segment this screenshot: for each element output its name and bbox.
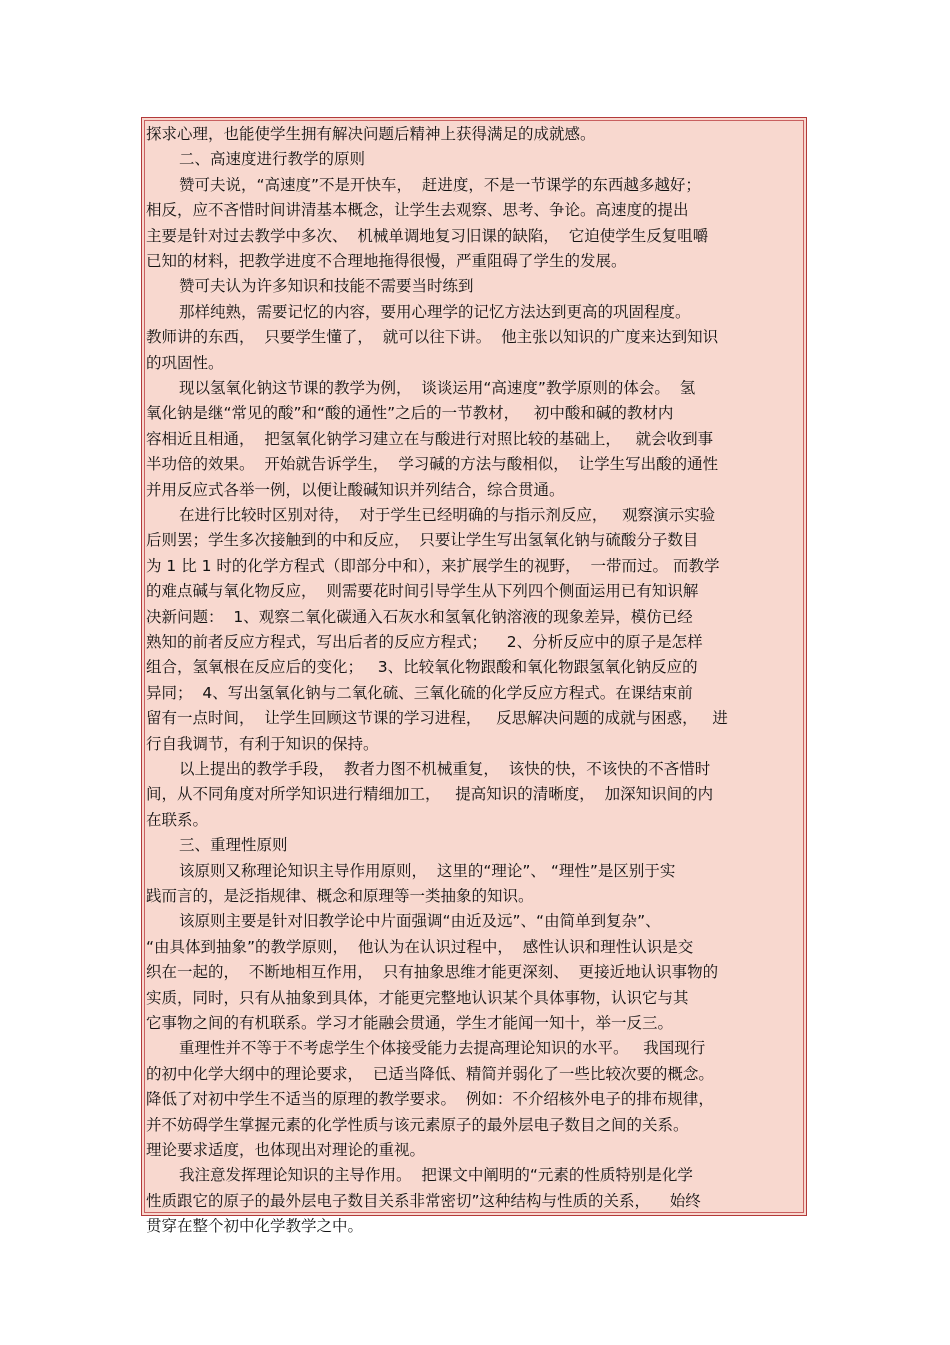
text-line: 它事物之间的有机联系。学习才能融会贯通，学生才能闻一知十，举一反三。 [146, 1014, 674, 1032]
text-line: 赞可夫说，“高速度”不是开快车， 赶进度，不是一节课学的东西越多越好； [179, 175, 701, 194]
text-line: 该原则又称理论知识主导作用原则， 这里的“理论”、 “理性”是区别于实 [179, 861, 676, 880]
text-line: 相反，应不吝惜时间讲清基本概念，让学生去观察、思考、争论。高速度的提出 [146, 201, 689, 220]
text-line: 赞可夫认为许多知识和技能不需要当时练到 [179, 277, 474, 296]
text-line: 的巩固性。 [146, 353, 224, 372]
text-line: 以上提出的教学手段， 教者力图不机械重复， 该快的快，不该快的不吝惜时 [179, 760, 711, 778]
text-line: 容相近且相通， 把氢氧化钠学习建立在与酸进行对照比较的基础上， 就会收到事 [146, 429, 714, 448]
text-line: 间，从不同角度对所学知识进行精细加工， 提高知识的清晰度， 加深知识间的内 [146, 785, 714, 804]
text-line: 半功倍的效果。 开始就告诉学生， 学习碱的方法与酸相似， 让学生写出酸的通性 [146, 455, 719, 474]
text-line: 性质跟它的原子的最外层电子数目关系非常密切”这种结构与性质的关系， 始终 [146, 1191, 701, 1210]
text-line: 该原则主要是针对旧教学论中片面强调“由近及远”、“由简单到复杂”、 [179, 912, 661, 931]
text-line: 重理性并不等于不考虑学生个体接受能力去提高理论知识的水平。 我国现行 [179, 1039, 706, 1058]
text-line: 探求心理，也能使学生拥有解决问题后精神上获得满足的成就感。 [146, 125, 596, 143]
text-line: 的难点碱与氧化物反应， 则需要花时间引导学生从下列四个侧面运用已有知识解 [146, 582, 699, 601]
text-line: 并不妨碍学生掌握元素的化学性质与该元素原子的最外层电子数目之间的关系。 [146, 1115, 689, 1134]
text-line: 教师讲的东西， 只要学生懂了， 就可以往下讲。 他主张以知识的广度来达到知识 [146, 328, 719, 347]
text-line: 留有一点时间， 让学生回顾这节课的学习进程， 反思解决问题的成就与困惑， 进 [146, 709, 728, 728]
text-line: 三、重理性原则 [179, 836, 288, 855]
text-line: 为 1 比 1 时的化学方程式（即部分中和），来扩展学生的视野， 一带而过。 而教学 [146, 556, 720, 575]
text-line: 理论要求适度，也体现出对理论的重视。 [146, 1141, 426, 1159]
text-line: 已知的材料，把教学进度不合理地拖得很慢，严重阻碍了学生的发展。 [146, 252, 627, 270]
text-line: 在进行比较时区别对待， 对于学生已经明确的与指示剂反应， 观察演示实验 [179, 506, 716, 524]
text-line: 实质，同时，只有从抽象到具体，才能更完整地认识某个具体事物，认识它与其 [146, 988, 689, 1007]
text-line: 的初中化学大纲中的理论要求， 已适当降低、精简并弱化了一些比较次要的概念。 [146, 1064, 714, 1083]
text-line: 贯穿在整个初中化学教学之中。 [146, 1217, 364, 1236]
text-line: 熟知的前者反应方程式，写出后者的反应方程式； 2、分析反应中的原子是怎样 [146, 633, 703, 651]
text-line: 二、高速度进行教学的原则 [179, 150, 366, 169]
text-line: 那样纯熟，需要记忆的内容，要用心理学的记忆方法达到更高的巩固程度。 [179, 302, 691, 321]
text-line: 并用反应式各举一例，以便让酸碱知识并列结合，综合贯通。 [146, 480, 565, 499]
text-line: “由具体到抽象”的教学原则， 他认为在认识过程中， 感性认识和理性认识是交 [146, 937, 694, 956]
text-line: 织在一起的， 不断地相互作用， 只有抽象思维才能更深刻、 更接近地认识事物的 [146, 963, 719, 982]
text-line: 我注意发挥理论知识的主导作用。 把课文中阐明的“元素的性质特别是化学 [179, 1166, 693, 1185]
text-line: 行自我调节，有利于知识的保持。 [146, 734, 379, 753]
text-line: 在联系。 [146, 810, 209, 829]
text-line: 践而言的，是泛指规律、概念和原理等一类抽象的知识。 [146, 887, 534, 905]
text-line: 现以氢氧化钠这节课的教学为例， 谈谈运用“高速度”教学原则的体会。 氢 [179, 379, 696, 397]
text-line: 氧化钠是继“常见的酸”和“酸的通性”之后的一节教材， 初中酸和碱的教材内 [146, 404, 674, 423]
document-body [141, 117, 807, 1236]
text-line: 异同； 4、写出氢氧化钠与二氧化硫、三氧化硫的化学反应方程式。在课结束前 [146, 683, 693, 702]
text-line: 降低了对初中学生不适当的原理的教学要求。 例如：不介绍核外电子的排布规律， [146, 1090, 714, 1109]
text-line: 组合，氢氧根在反应后的变化； 3、比较氧化物跟酸和氧化物跟氢氧化钠反应的 [146, 658, 698, 677]
text-line: 主要是针对过去教学中多次、 机械单调地复习旧课的缺陷， 它迫使学生反复咀嚼 [146, 226, 709, 245]
text-line: 后则罢；学生多次接触到的中和反应， 只要让学生写出氢氧化钠与硫酸分子数目 [146, 531, 699, 550]
text-line: 决新问题： 1、观察二氧化碳通入石灰水和氢氧化钠溶液的现象差异，模仿已经 [146, 607, 693, 626]
